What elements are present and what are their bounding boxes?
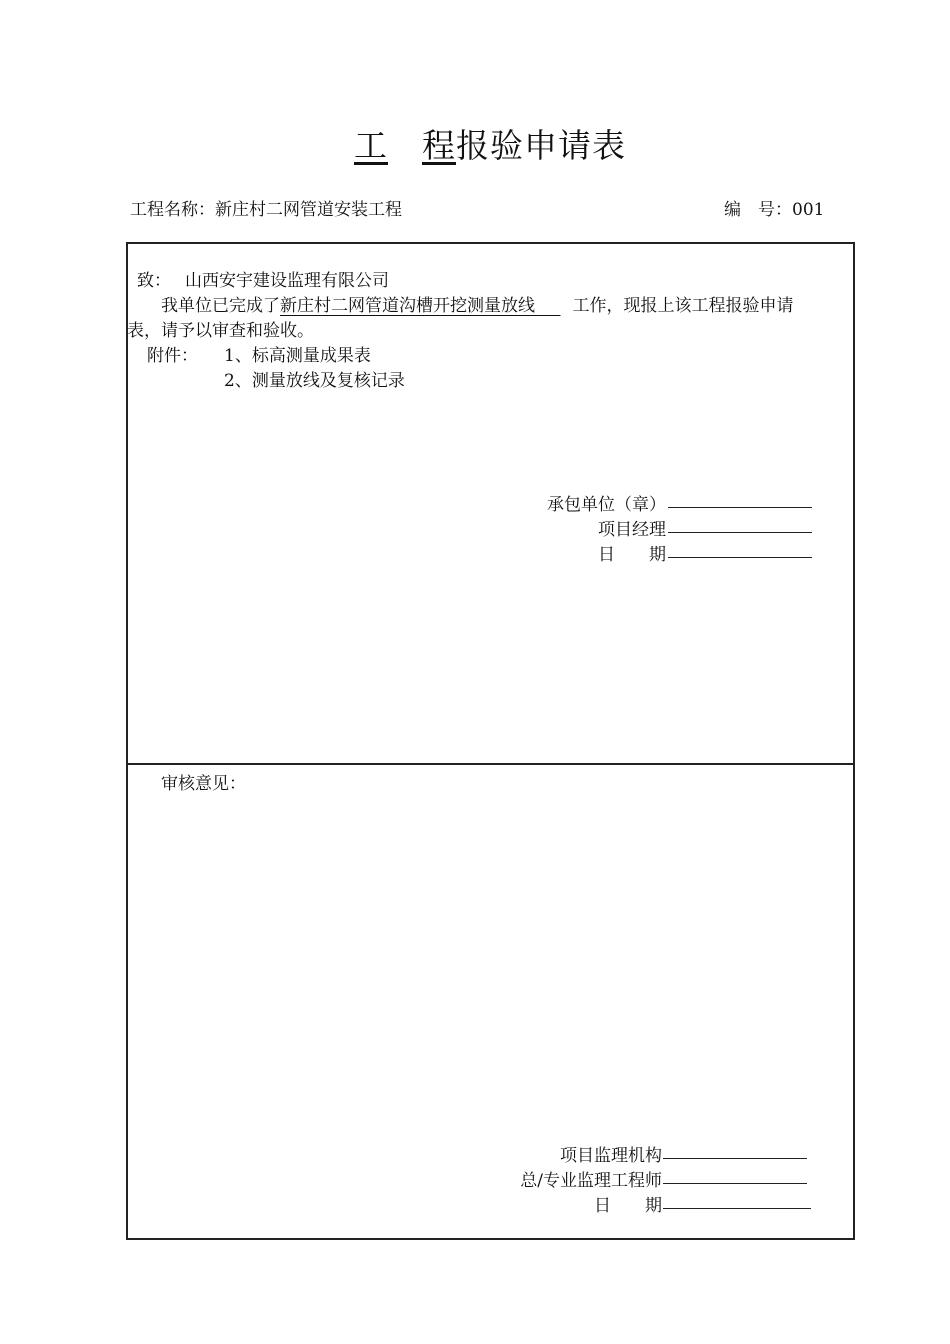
number-row	[724, 195, 824, 220]
number-value: 001	[792, 200, 825, 220]
supervision-org-label: 项目监理机构	[560, 1146, 662, 1166]
contractor-seal-label: 承包单位（章）	[547, 495, 666, 515]
project-name-row	[130, 195, 402, 220]
application-date-line	[668, 540, 812, 562]
attachment-2: 2、测量放线及复核记录	[224, 371, 405, 391]
to-org: 山西安宇建设监理有限公司	[185, 271, 389, 291]
work-item: 新庄村二网管道沟槽开挖测量放线	[280, 296, 535, 316]
body-line-2: 表，请予以审查和验收。	[127, 321, 314, 341]
body-line-1: 我单位已完成了新庄村二网管道沟槽开挖测量放线 工作，现报上该工程报验申请	[161, 296, 794, 316]
supervising-engineer-line	[663, 1166, 807, 1188]
project-label: 工程名称：	[130, 200, 215, 220]
review-date-label: 日 期	[594, 1196, 662, 1216]
project-manager-line	[668, 515, 812, 537]
contractor-seal-line	[668, 490, 812, 512]
number-label: 编 号：	[724, 200, 792, 220]
review-opinion-label: 审核意见：	[161, 774, 246, 794]
attachment-label: 附件：	[147, 346, 198, 366]
document-title	[0, 120, 950, 167]
supervising-engineer-label: 总/专业监理工程师	[520, 1171, 662, 1191]
title-underlined: 工 程	[354, 126, 456, 165]
project-name: 新庄村二网管道安装工程	[215, 200, 402, 220]
title-rest: 报验申请表	[456, 126, 626, 165]
to-label: 致：	[137, 271, 171, 291]
supervision-org-line	[663, 1141, 807, 1163]
application-date-label: 日 期	[598, 545, 666, 565]
attachment-1: 1、标高测量成果表	[224, 346, 371, 366]
project-manager-label: 项目经理	[598, 520, 666, 540]
review-date-line	[663, 1191, 811, 1213]
addressee-row	[137, 266, 389, 291]
